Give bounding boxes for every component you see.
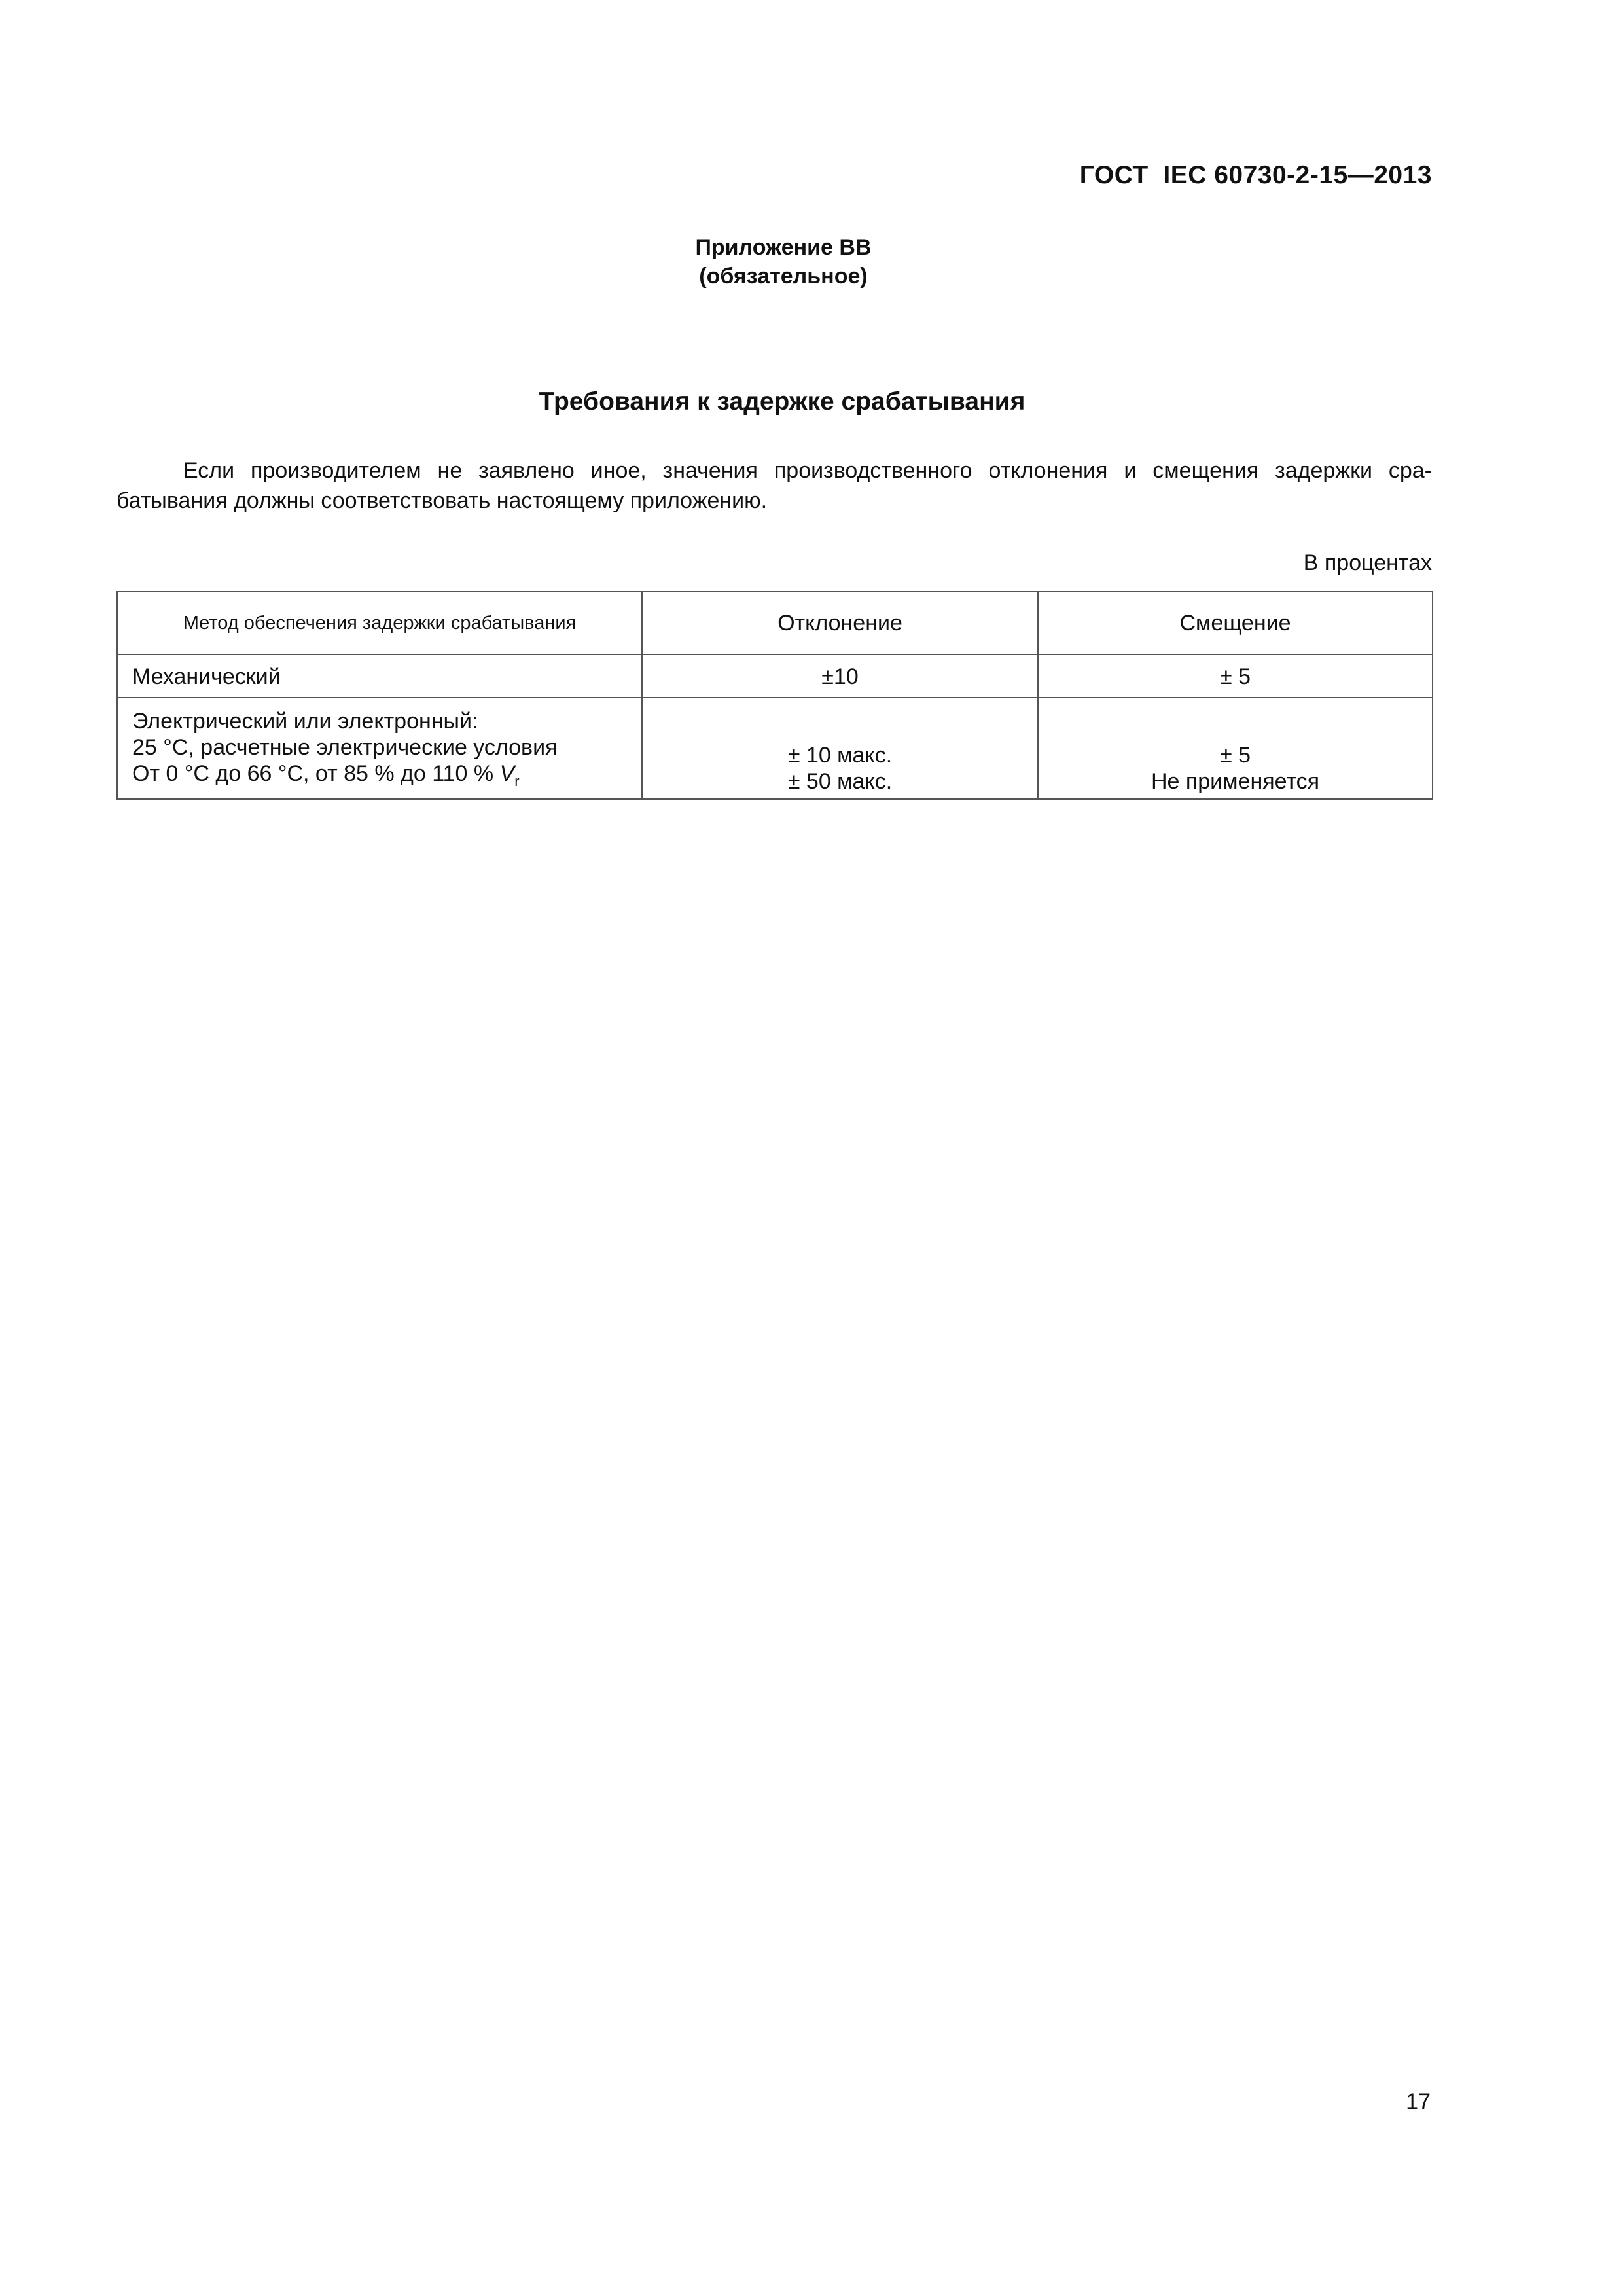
appendix-heading bbox=[0, 233, 1567, 291]
offset-line: ± 5 bbox=[1219, 743, 1251, 768]
method-line-text: От 0 °C до 66 °C, от 85 % до 110 % bbox=[132, 761, 500, 787]
column-header-offset: Смещение bbox=[1038, 592, 1433, 655]
offset-line: Не применяется bbox=[1150, 769, 1320, 794]
rated-voltage-subscript: r bbox=[514, 773, 520, 789]
table-header-row bbox=[117, 592, 1433, 655]
column-header-deviation: Отклонение bbox=[642, 592, 1038, 655]
method-cell: Механический bbox=[117, 655, 642, 698]
table-row bbox=[117, 698, 1433, 799]
rated-voltage-symbol: V bbox=[499, 761, 515, 787]
units-note: В процентах bbox=[1303, 550, 1432, 575]
deviation-line: ± 50 макс. bbox=[787, 769, 893, 794]
intro-paragraph bbox=[116, 456, 1432, 516]
offset-cell: ± 5 bbox=[1038, 655, 1433, 698]
section-title: Требования к задержке срабатывания bbox=[539, 387, 1026, 416]
appendix-title: Приложение ВВ bbox=[695, 235, 872, 260]
deviation-cell: ±10 bbox=[642, 655, 1038, 698]
intro-line-1: Если производителем не заявлено иное, значения производственного отклонения и смещения задержки сра- bbox=[183, 458, 1432, 483]
appendix-status: (обязательное) bbox=[699, 264, 868, 289]
page-number: 17 bbox=[1406, 2089, 1431, 2114]
method-line bbox=[132, 761, 641, 795]
deviation-line: ± 10 макс. bbox=[787, 743, 893, 768]
requirements-table bbox=[116, 591, 1433, 800]
deviation-cell bbox=[642, 698, 1038, 799]
table-row bbox=[117, 655, 1433, 698]
method-line: Электрический или электронный: bbox=[132, 709, 478, 734]
method-cell bbox=[117, 698, 642, 799]
column-header-method: Метод обеспечения задержки срабатывания bbox=[117, 592, 642, 655]
standard-designation: ГОСТ IEC 60730-2-15—2013 bbox=[1079, 161, 1432, 189]
offset-cell bbox=[1038, 698, 1433, 799]
intro-line-2: батывания должны соответствовать настоящему приложению. bbox=[116, 488, 768, 513]
method-line: 25 °C, расчетные электрические условия bbox=[132, 735, 558, 761]
